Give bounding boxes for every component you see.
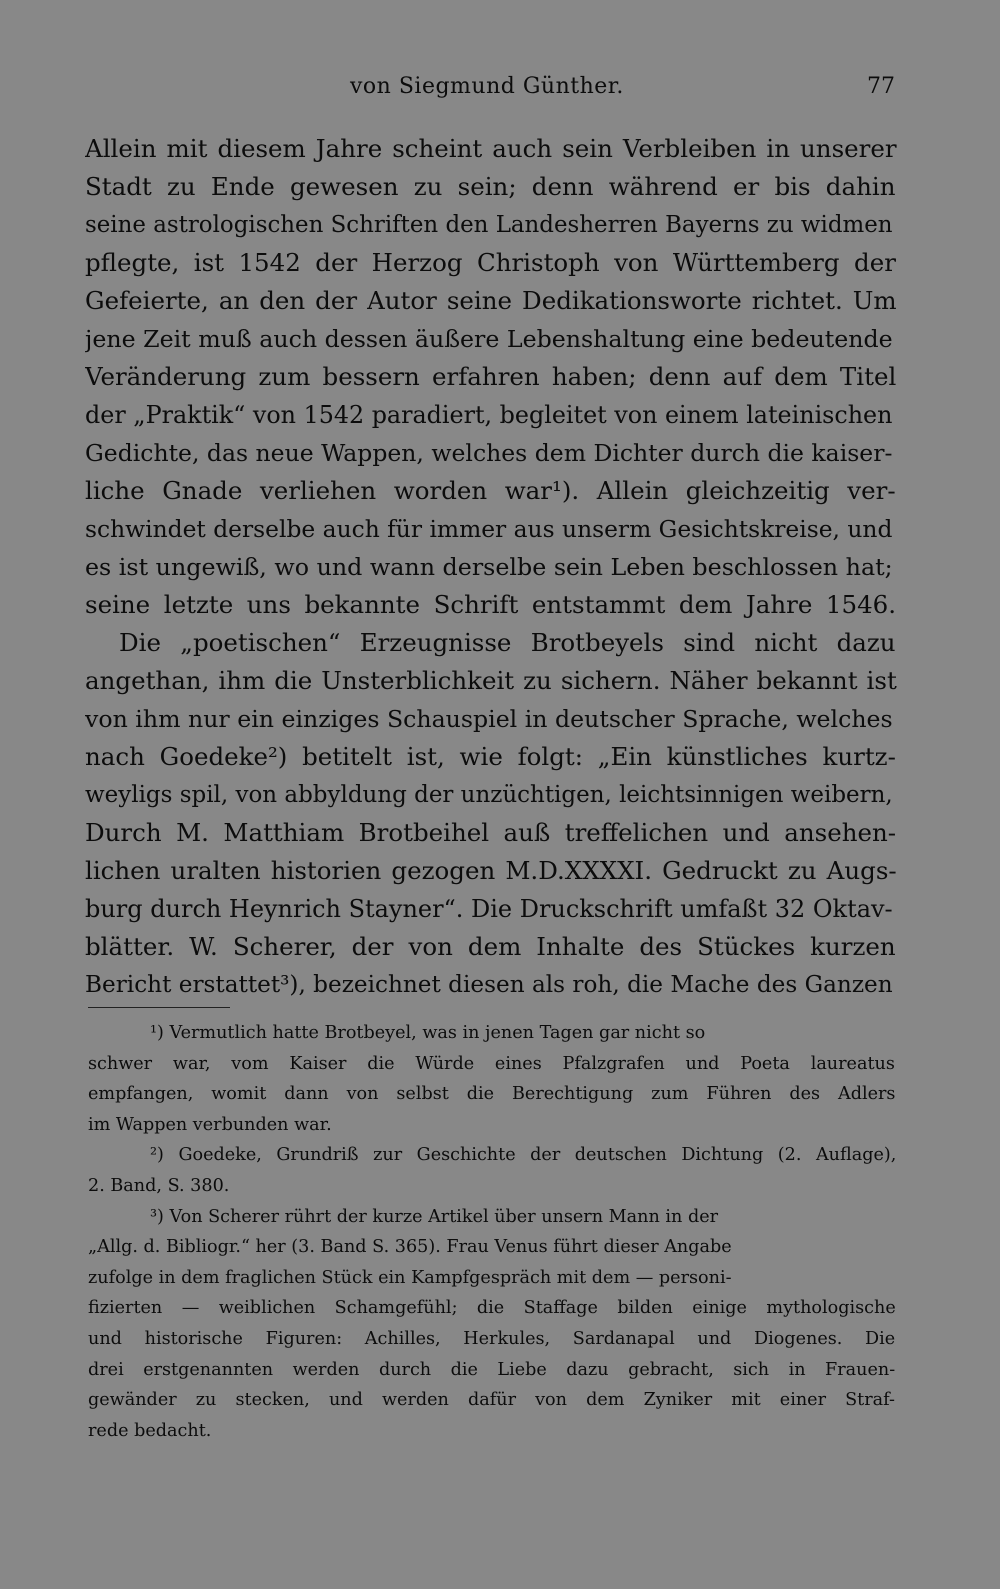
body-text-line: der „Praktik“ von 1542 paradiert, begleitet von einem lateinischen (85, 401, 893, 429)
body-text-line: liche Gnade verliehen worden war¹). Allein gleichzeitig ver- (85, 476, 896, 505)
footnote-line: ¹) Vermutlich hatte Brotbeyel, was in jenen Tagen gar nicht so (150, 1023, 706, 1043)
running-head (85, 72, 895, 108)
body-text-line: weyligs spil, von abbyldung der unzüchtigen, leichtsinnigen weibern, (85, 782, 893, 808)
body-text-line: Die „poetischen“ Erzeugnisse Brotbeyels sind nicht dazu (119, 628, 896, 657)
body-text-line: von ihm nur ein einziges Schauspiel in deutscher Sprache, welches (85, 705, 893, 733)
body-text-line: Veränderung zum bessern erfahren haben; denn auf dem Titel (85, 362, 897, 391)
body-text-line: Stadt zu Ende gewesen zu sein; denn während er bis dahin (85, 172, 896, 201)
body-text-line: blätter. W. Scherer, der von dem Inhalte des Stückes kurzen (85, 932, 896, 961)
body-text-line: Allein mit diesem Jahre scheint auch sein Verbleiben in unserer (85, 134, 897, 163)
body-text-line: seine astrologischen Schriften den Landesherren Bayerns zu widmen (85, 212, 893, 238)
body-text-line: burg durch Heynrich Stayner“. Die Druckschrift umfaßt 32 Oktav- (85, 895, 893, 923)
running-title: von Siegmund Günther. (350, 74, 624, 99)
main-text (85, 130, 897, 1004)
body-text-line: schwindet derselbe auch für immer aus unserm Gesichtskreise, und (85, 515, 893, 543)
footnote-line: fizierten — weiblichen Schamgefühl; die Staffage bilden einige mythologische (88, 1298, 896, 1319)
body-text-line: pflegte, ist 1542 der Herzog Christoph von Württemberg der (85, 248, 896, 277)
footnote-line: ³) Von Scherer rührt der kurze Artikel über unsern Mann in der (150, 1206, 719, 1227)
footnote-line: zufolge in dem fraglichen Stück ein Kampfgespräch mit dem — personi- (88, 1267, 732, 1288)
body-text-line: Bericht erstattet³), bezeichnet diesen als roh, die Mache des Ganzen (85, 972, 893, 998)
body-text-line: Gefeierte, an den der Autor seine Dedikationsworte richtet. Um (85, 286, 897, 315)
footnote-line: empfangen, womit dann von selbst die Berechtigung zum Führen des Adlers (88, 1084, 896, 1105)
footnote-line: rede bedacht. (88, 1420, 212, 1441)
body-text-line: angethan, ihm die Unsterblichkeit zu sichern. Näher bekannt ist (85, 666, 897, 695)
footnote-line: und historische Figuren: Achilles, Herkules, Sardanapal und Diogenes. Die (88, 1328, 896, 1349)
footnote-line: „Allg. d. Bibliogr.“ her (3. Band S. 365). Frau Venus führt dieser Angabe (88, 1237, 732, 1258)
body-text-line: lichen uralten historien gezogen M.D.XXXXI. Gedruckt zu Augs- (85, 856, 897, 885)
footnote-separator (88, 1007, 230, 1008)
footnote-line: drei erstgenannten werden durch die Liebe dazu gebracht, sich in Frauen- (88, 1359, 896, 1380)
body-text-line: jene Zeit muß auch dessen äußere Lebenshaltung eine bedeutende (85, 325, 893, 353)
footnote-line: 2. Band, S. 380. (88, 1175, 230, 1196)
page-number: 77 (867, 74, 895, 99)
body-text-line: seine letzte uns bekannte Schrift entstammt dem Jahre 1546. (85, 590, 897, 619)
body-text-line: Gedichte, das neue Wappen, welches dem Dichter durch die kaiser- (85, 439, 893, 467)
body-text-line: Durch M. Matthiam Brotbeihel auß treffelichen und ansehen- (85, 818, 897, 847)
body-text-line: es ist ungewiß, wo und wann derselbe sein Leben beschlossen hat; (85, 553, 893, 581)
footnote-line: ²) Goedeke, Grundriß zur Geschichte der deutschen Dichtung (2. Auflage), (150, 1145, 897, 1166)
footnotes (88, 1018, 898, 1446)
footnote-line: schwer war, vom Kaiser die Würde eines Pfalzgrafen und Poeta laureatus (88, 1053, 895, 1074)
footnote-line: im Wappen verbunden war. (88, 1114, 332, 1135)
body-text-line: nach Goedeke²) betitelt ist, wie folgt: „Ein künstliches kurtz- (85, 742, 896, 771)
footnote-line: gewänder zu stecken, und werden dafür von dem Zyniker mit einer Straf- (88, 1390, 895, 1411)
